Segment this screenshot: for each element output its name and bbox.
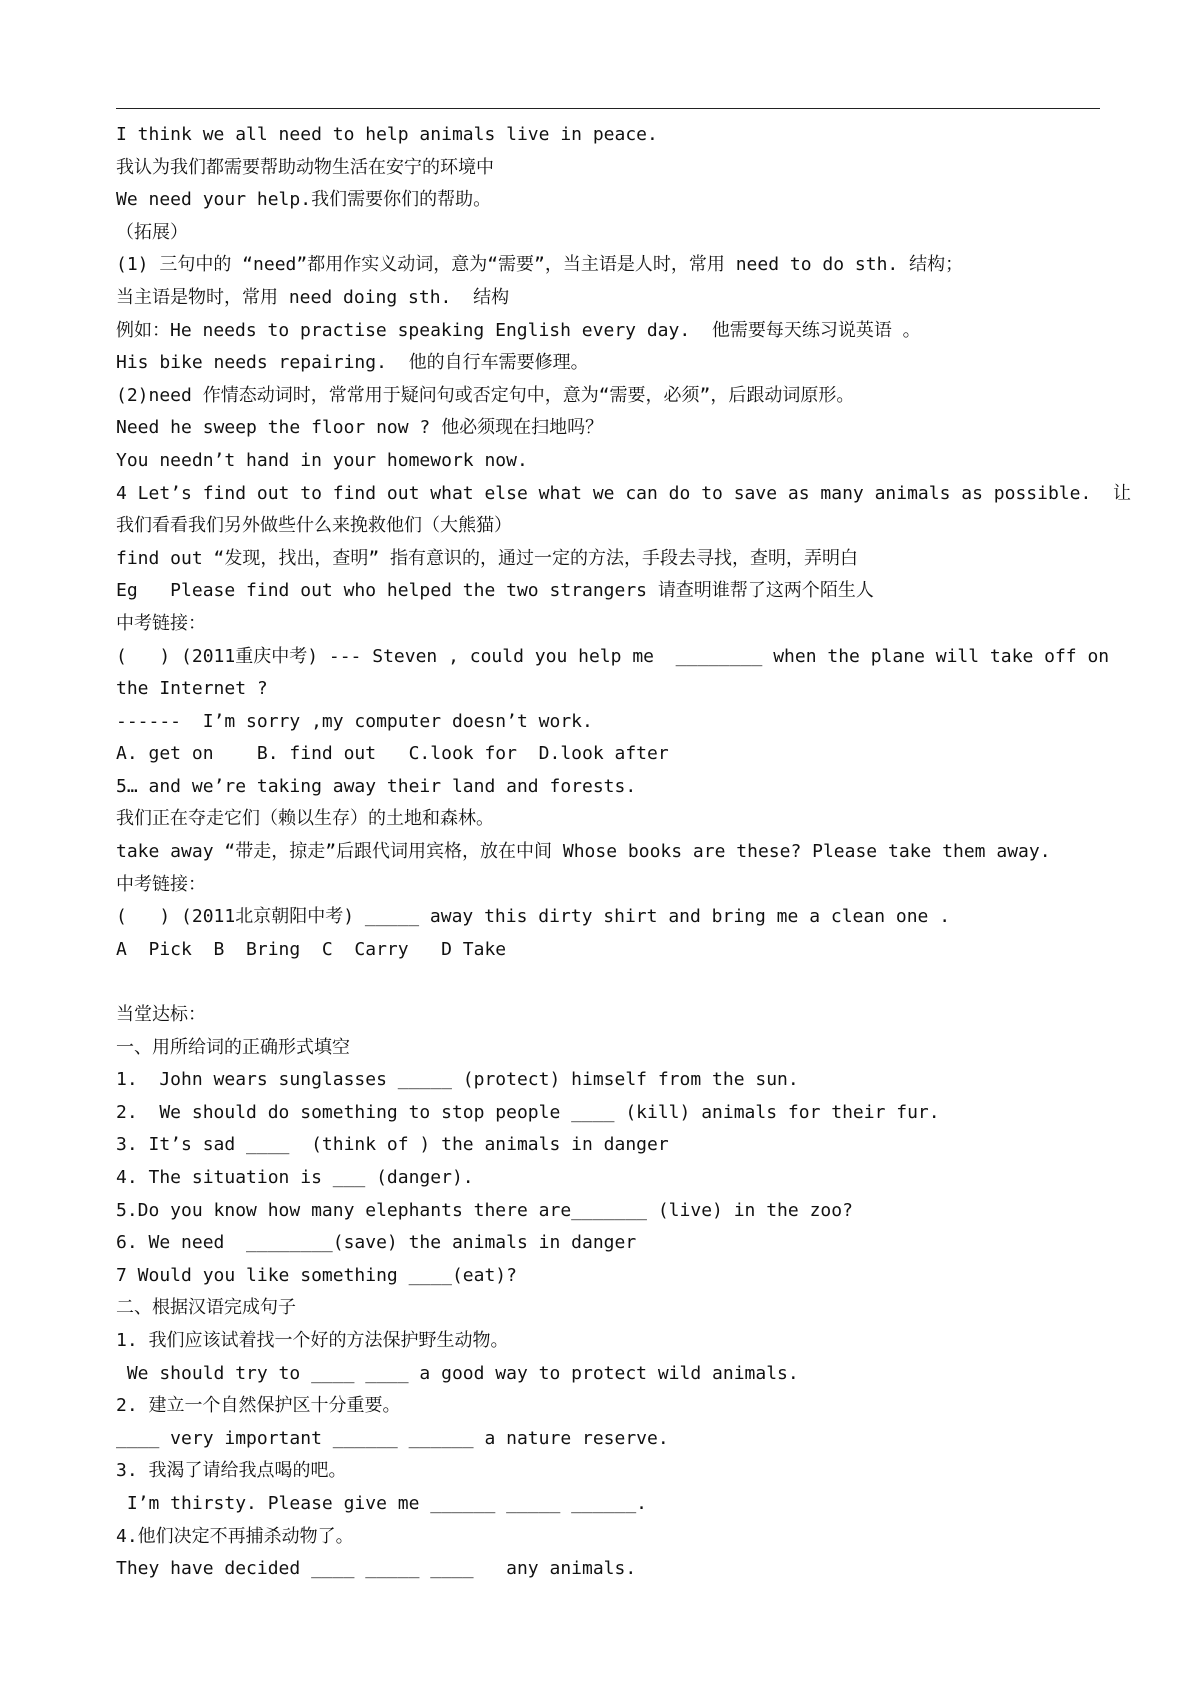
blank-line [116,966,1100,999]
document-body [116,119,1131,1586]
text-line: find out “发现，找出，查明” 指有意识的，通过一定的方法，手段去寻找，查明，弄明白 [116,547,859,569]
answer-options: A Pick B Bring C Carry D Take [116,938,507,960]
text-line: 当主语是物时，常用 need doing sth. 结构 [116,286,510,308]
exercise-item: ____ very important ______ ______ a nature reserve. [116,1427,669,1449]
text-line: 例如：He needs to practise speaking English every day. 他需要每天练习说英语 。 [116,319,921,341]
text-line: (1) 三句中的 “need”都用作实义动词，意为“需要”，当主语是人时，常用 need to do sth. 结构； [116,254,964,276]
exercise-heading: 一、用所给词的正确形式填空 [116,1036,350,1058]
text-line: I think we all need to help animals live in peace. [116,124,658,145]
exercise-item: 1. John wears sunglasses _____ (protect) himself from the sun. [116,1069,799,1091]
question-line: ( ) (2011重庆中考) --- Steven , could you help me ________ when the plane will take off on [116,645,1110,667]
text-line: take away “带走，掠走”后跟代词用宾格，放在中间 Whose books are these? Please take them away. [116,841,1051,863]
text-line: 4 Let’s find out to find out what else what we can do to save as many animals as possible. 让 [116,482,1131,504]
text-line: You needn’t hand in your homework now. [116,449,528,471]
answer-options: A. get on B. find out C.look for D.look after [116,743,669,765]
header-rule [116,108,1100,109]
exercise-item: We should try to ____ ____ a good way to protect wild animals. [116,1362,799,1384]
text-line: Need he sweep the floor now ? 他必须现在扫地吗？ [116,417,604,439]
exercise-item: 5.Do you know how many elephants there are_______ (live) in the zoo? [116,1199,853,1221]
exercise-item: 2. 建立一个自然保护区十分重要。 [116,1395,401,1417]
exercise-item: 4. The situation is ___ (danger). [116,1167,474,1188]
section-heading: 中考链接： [116,612,206,634]
text-line: 我们看看我们另外做些什么来挽救他们（大熊猫） [116,515,512,537]
exercise-heading: 二、根据汉语完成句子 [116,1297,296,1319]
exercise-item: They have decided ____ _____ ____ any animals. [116,1558,637,1580]
exercise-item: 6. We need ________(save) the animals in danger [116,1232,637,1254]
exercise-item: 4.他们决定不再捕杀动物了。 [116,1525,354,1547]
text-line: 5… and we’re taking away their land and forests. [116,775,637,797]
exercise-item: 2. We should do something to stop people ____ (kill) animals for their fur. [116,1101,940,1123]
exercise-item: I’m thirsty. Please give me ______ _____ ______. [116,1492,648,1514]
section-heading: 当堂达标： [116,1004,206,1026]
text-line: 我认为我们都需要帮助动物生活在安宁的环境中 [116,156,494,178]
text-line: （拓展） [116,221,188,243]
exercise-item: 3. 我渴了请给我点喝的吧。 [116,1460,347,1482]
exercise-item: 3. It’s sad ____ (think of ) the animals in danger [116,1134,669,1156]
section-heading: 中考链接： [116,873,206,895]
text-line: His bike needs repairing. 他的自行车需要修理。 [116,352,589,374]
exercise-item: 7 Would you like something ____(eat)? [116,1264,517,1286]
text-line: 我们正在夺走它们（赖以生存）的土地和森林。 [116,808,494,830]
text-line: ------ I’m sorry ,my computer doesn’t work. [116,710,593,732]
text-line: Eg Please find out who helped the two strangers 请查明谁帮了这两个陌生人 [116,580,874,602]
exercise-item: 1. 我们应该试着找一个好的方法保护野生动物。 [116,1329,509,1351]
text-line: the Internet ? [116,678,268,700]
question-line: ( ) (2011北京朝阳中考) _____ away this dirty shirt and bring me a clean one . [116,906,951,928]
text-line: (2)need 作情态动词时，常常用于疑问句或否定句中，意为“需要，必须”，后跟动词原形。 [116,384,855,406]
text-line: We need your help.我们需要你们的帮助。 [116,189,492,211]
